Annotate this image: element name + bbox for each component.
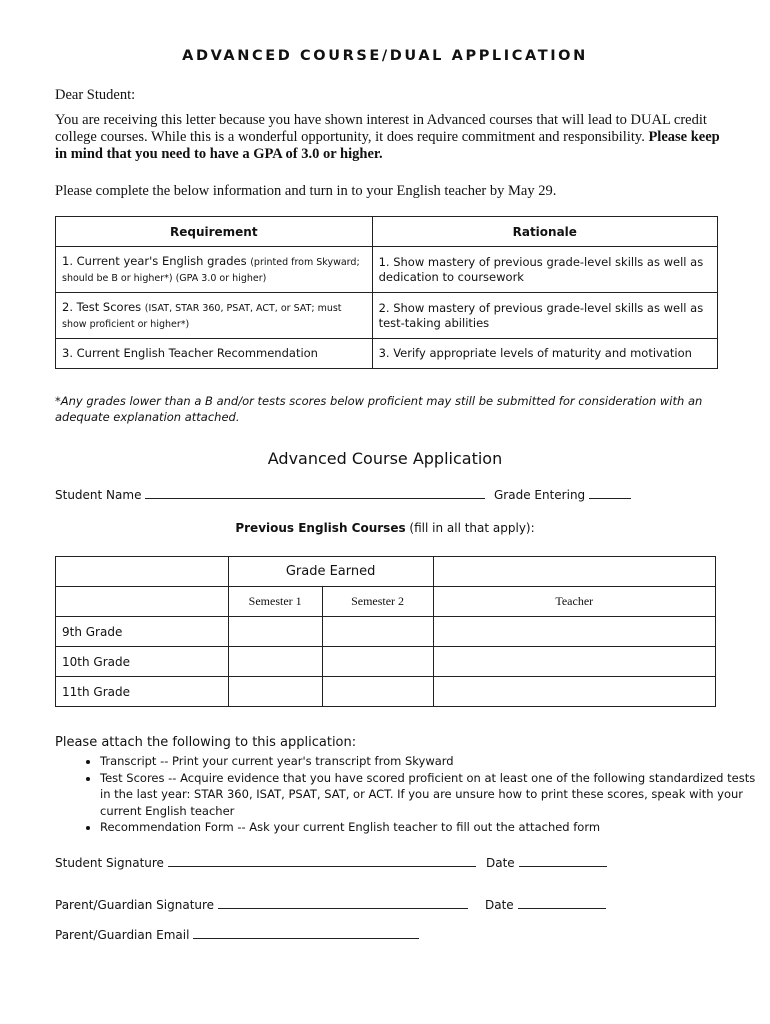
gpa-requirement-emphasis: Please keep in mind that you need to have a GPA of 3.0 or higher.	[55, 129, 720, 162]
teacher-field[interactable]	[433, 617, 716, 647]
rationale-cell: 2. Show mastery of previous grade-level skills as well as test-taking abilities	[372, 293, 717, 339]
empty-cell	[56, 587, 229, 617]
grade-entering-label: Grade Entering	[494, 488, 586, 502]
student-signature-label: Student Signature	[55, 856, 164, 870]
teacher-field[interactable]	[433, 677, 716, 707]
parent-email-field[interactable]	[193, 927, 419, 939]
courses-heading	[0, 521, 770, 535]
date-label: Date	[486, 856, 515, 870]
semester2-field[interactable]	[322, 647, 433, 677]
student-signature-row	[55, 855, 476, 870]
rationale-cell: 1. Show mastery of previous grade-level skills as well as dedication to coursework	[372, 247, 717, 293]
rationale-cell: 3. Verify appropriate levels of maturity and motivation	[372, 339, 717, 369]
requirements-table	[55, 216, 718, 369]
parent-email-row	[55, 927, 419, 942]
student-signature-field[interactable]	[168, 855, 476, 867]
student-date-row	[486, 855, 607, 870]
student-name-label: Student Name	[55, 488, 142, 502]
letter-body	[55, 112, 725, 163]
student-date-field[interactable]	[519, 855, 607, 867]
requirement-row	[56, 339, 718, 369]
courses-header-row	[56, 587, 716, 617]
grade-earned-header: Grade Earned	[228, 557, 433, 587]
semester1-field[interactable]	[228, 677, 322, 707]
parent-email-label: Parent/Guardian Email	[55, 928, 190, 942]
requirement-main: 2. Test Scores	[62, 299, 142, 314]
letter-greeting: Dear Student:	[55, 87, 136, 103]
grade-exception-note: *Any grades lower than a B and/or tests scores below proficient may still be submitted for consideration with an adequate explanation attached.	[55, 394, 703, 424]
list-item: • Recommendation Form -- Ask your current English teacher to fill out the attached form	[100, 819, 760, 836]
parent-signature-field[interactable]	[218, 897, 468, 909]
grade-row	[56, 677, 716, 707]
requirement-cell	[56, 247, 373, 293]
date-label: Date	[485, 898, 514, 912]
parent-date-row	[485, 897, 606, 912]
page-title: ADVANCED COURSE/DUAL APPLICATION	[182, 48, 588, 64]
student-name-field[interactable]	[145, 487, 485, 499]
semester2-header: Semester 2	[322, 587, 433, 617]
teacher-header: Teacher	[433, 587, 716, 617]
empty-cell	[433, 557, 716, 587]
requirement-row	[56, 247, 718, 293]
grade-row	[56, 647, 716, 677]
parent-signature-row	[55, 897, 468, 912]
requirement-header: Requirement	[56, 217, 373, 247]
list-item: • Test Scores -- Acquire evidence that you have scored proficient on at least one of the following standardized tests in the last year: STAR 360, ISAT, PSAT, SAT, or ACT. If you are unsure how to print these scores, speak with your current English teacher	[100, 770, 760, 820]
teacher-field[interactable]	[433, 647, 716, 677]
requirements-header-row	[56, 217, 718, 247]
grade-entering-row	[494, 487, 631, 502]
attachments-heading: Please attach the following to this application:	[55, 735, 357, 750]
empty-cell	[56, 557, 229, 587]
student-name-row	[55, 487, 485, 502]
requirement-detail: (ISAT, STAR 360, PSAT, ACT, or SAT; must show proficient or higher*)	[62, 302, 342, 330]
application-title: Advanced Course Application	[267, 449, 503, 468]
letter-instruction: Please complete the below information and turn in to your English teacher by May 29.	[55, 183, 557, 199]
grade-row	[56, 617, 716, 647]
semester1-header: Semester 1	[228, 587, 322, 617]
requirement-detail: (printed from Skyward; should be B or higher*) (GPA 3.0 or higher)	[62, 256, 360, 284]
courses-top-row	[56, 557, 716, 587]
requirement-cell	[56, 293, 373, 339]
courses-heading-rest: (fill in all that apply):	[405, 521, 535, 535]
rationale-header: Rationale	[372, 217, 717, 247]
semester2-field[interactable]	[322, 677, 433, 707]
courses-table	[55, 556, 716, 707]
letter-body-text: You are receiving this letter because you have shown interest in Advanced courses that will lead to DUAL credit college courses. While this is a wonderful opportunity, it does require commitment and responsibility.	[55, 112, 707, 145]
grade-label: 10th Grade	[56, 647, 229, 677]
parent-date-field[interactable]	[518, 897, 606, 909]
grade-label: 11th Grade	[56, 677, 229, 707]
semester1-field[interactable]	[228, 617, 322, 647]
list-item: • Transcript -- Print your current year's transcript from Skyward	[100, 753, 760, 770]
parent-signature-label: Parent/Guardian Signature	[55, 898, 215, 912]
attachments-list	[55, 753, 760, 836]
semester2-field[interactable]	[322, 617, 433, 647]
requirement-row	[56, 293, 718, 339]
requirement-main: 1. Current year's English grades	[62, 253, 247, 268]
grade-label: 9th Grade	[56, 617, 229, 647]
courses-heading-bold: Previous English Courses	[235, 521, 406, 535]
grade-entering-field[interactable]	[589, 487, 631, 499]
requirement-cell: 3. Current English Teacher Recommendation	[56, 339, 373, 369]
semester1-field[interactable]	[228, 647, 322, 677]
